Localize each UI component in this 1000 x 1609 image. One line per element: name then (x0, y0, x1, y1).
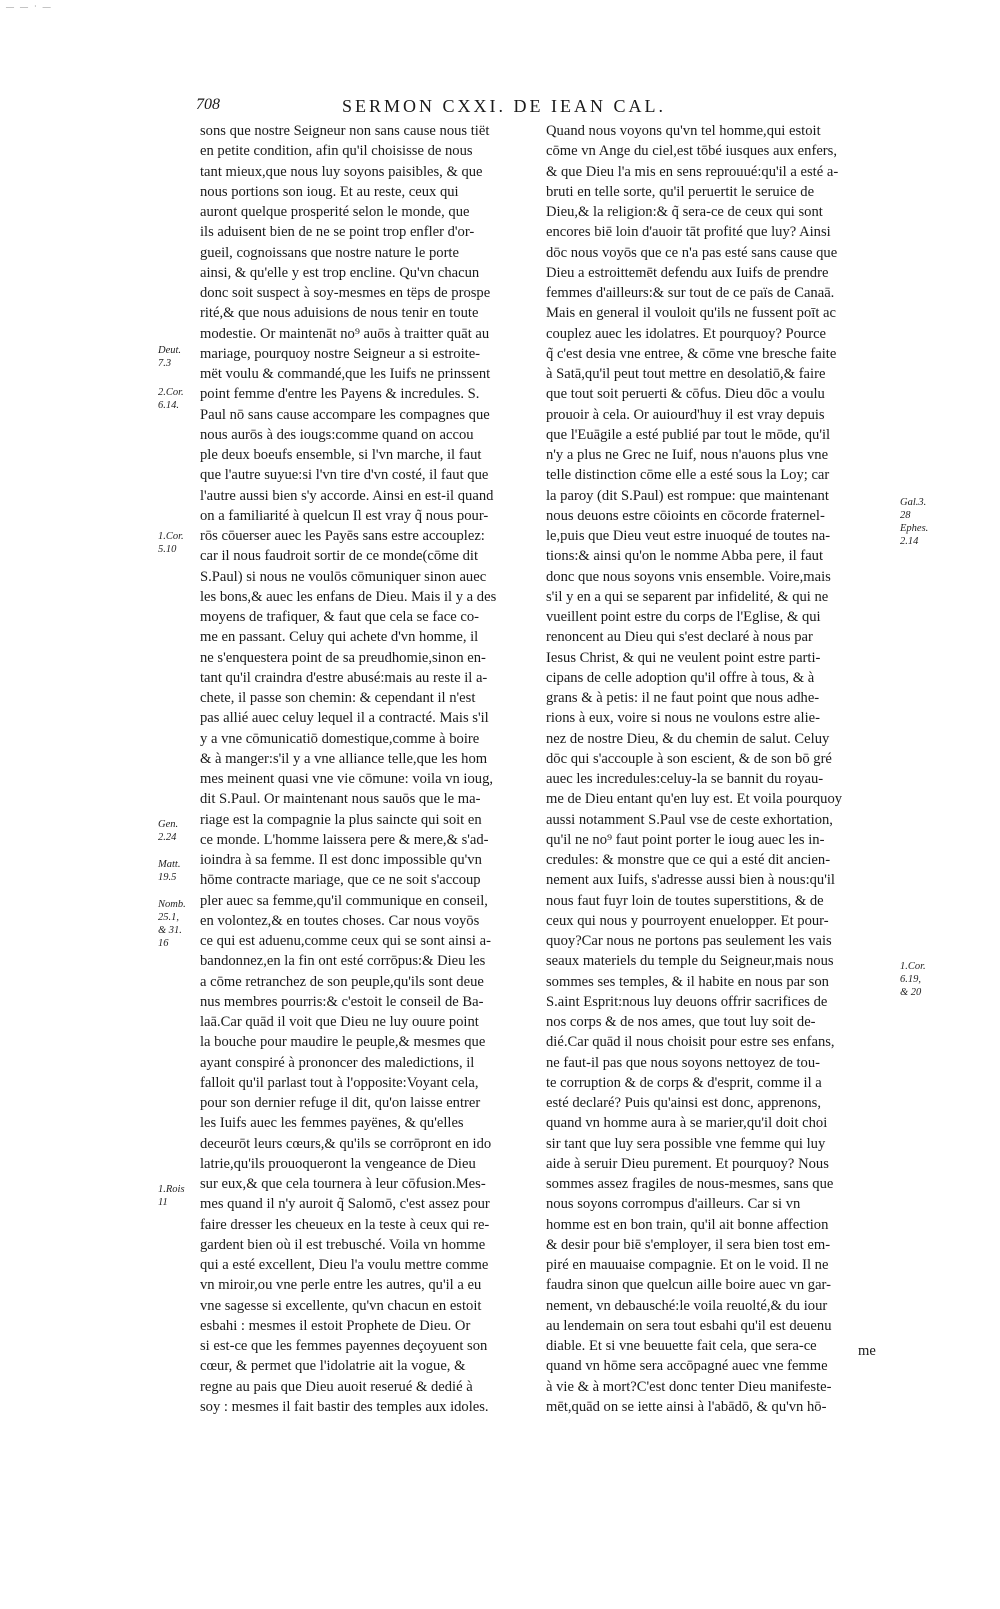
text-line: nez de nostre Dieu, & du chemin de salut. Celuy (546, 730, 830, 747)
text-line: & desir pour biē s'employer, il sera bien tost em- (546, 1236, 831, 1253)
text-line: vne sagesse si excellente, qu'vn chacun en estoit (200, 1297, 482, 1314)
text-line: ne faut-il pas que nous soyons nettoyez de tou- (546, 1054, 820, 1071)
margin-note-line: Nomb. (158, 899, 186, 910)
text-line: les bons,& auec les enfans de Dieu. Mais il y a des (200, 588, 497, 605)
margin-note-line: Matt. (158, 859, 181, 870)
margin-note-line: Deut. (158, 345, 182, 356)
text-line: rions à eux, voire si nous ne voulons estre alie- (546, 710, 820, 727)
text-line: mes quand il n'y auroit q̃ Salomō, c'est assez pour (200, 1196, 490, 1213)
text-line: nous deuons estre cōioints en cōcorde fraternel- (546, 507, 825, 524)
text-line: cōme vn Ange du ciel,est tōbé iusques aux enfers, (546, 143, 837, 160)
text-line: en petite condition, afin qu'il choisisse de nous (200, 143, 473, 160)
text-line: homme est en bon train, qu'il ait bonne affection (546, 1216, 829, 1233)
margin-note-1cor-right (900, 960, 926, 999)
margin-note-line: Gen. (158, 819, 179, 830)
text-line: faire dresser les cheueux en la teste à ceux qui re- (200, 1216, 490, 1233)
text-line: gardent bien où il est trebusché. Voila vn homme (200, 1236, 486, 1253)
text-line: aussi notamment S.Paul vse de ceste exhortation, (546, 811, 833, 828)
text-line: ce qui est aduenu,comme ceux qui se sont ainsi a- (200, 933, 491, 949)
text-line: pler auec sa femme,qu'il communique en conseil, (200, 892, 488, 909)
text-line: le,puis que Dieu veut estre inuoqué de toutes na- (546, 528, 831, 544)
margin-note-line: 2.14 (900, 536, 919, 547)
text-line: tions:& ainsi qu'on le nomme Abba pere, il faut (546, 548, 824, 565)
text-line: moyens de trafiquer, & faut que cela se face co- (200, 609, 479, 625)
text-line: S.Paul) si nous ne voulōs cōmuniquer sinon auec (200, 568, 487, 585)
text-line: s'il y en a qui se separent par infidelité, & qui ne (546, 588, 829, 605)
text-line: bruti en telle sorte, qu'il peruertit le seruice de (546, 183, 815, 200)
text-line: nus membres pourris:& c'estoit le conseil de Ba- (200, 993, 484, 1010)
margin-note-line: 6.14. (158, 400, 179, 411)
text-line: esbahi : mesmes il estoit Prophete de Dieu. Or (200, 1317, 471, 1334)
text-line: la bouche pour maudire le peuple,& mesmes que (200, 1034, 486, 1051)
running-title: SERMON CXXI. DE IEAN CAL. (342, 96, 666, 116)
margin-note-line: 2.Cor. (158, 387, 184, 398)
text-line: quand vn homme aura à se marier,qu'il doit choi (546, 1115, 828, 1132)
text-line: ne s'enquestera point de sa preudhomie,sinon en- (200, 649, 486, 666)
text-line: ce monde. L'homme laissera pere & mere,& s'ad- (200, 831, 489, 848)
margin-note-gen (158, 818, 178, 844)
margin-note-gal (900, 496, 928, 548)
text-line: sur eux,& que cela tournera à leur cōfusion.Mes- (200, 1176, 486, 1192)
text-line: nous soyons corrompus d'ailleurs. Car si vn (546, 1196, 801, 1213)
text-line: & à manger:s'il y a vne alliance telle,que les hom (200, 750, 488, 767)
text-line: ceux qui nous y pourroyent enuelopper. Et pour- (546, 912, 829, 929)
text-line: la paroy (dit S.Paul) est rompue: que maintenant (546, 487, 829, 504)
text-line: Iesus Christ, & qui ne veulent point estre parti- (546, 649, 821, 666)
text-line: ayant conspiré à prononcer des maledictions, il (200, 1054, 475, 1071)
text-line: pour son dernier refuge il dit, qu'on laisse entrer (200, 1095, 481, 1111)
margin-note-line: & 20 (900, 987, 922, 998)
text-line: renoncent au Dieu qui s'est declaré à nous par (546, 629, 813, 646)
text-line: vueillent point estre du corps de l'Eglise, & qui (546, 609, 821, 625)
margin-note-1cor (158, 530, 184, 556)
text-line: quand vn hōme sera accōpagné auec vne femme (546, 1358, 828, 1375)
text-line: telle distinction cōme elle a esté sous la Loy; car (546, 467, 830, 484)
margin-note-2cor (158, 386, 184, 412)
text-line: dié.Car quād il nous choisit pour estre ses enfans, (546, 1034, 835, 1051)
text-line: prouoir à cela. Or auiourd'huy il est vray depuis (546, 406, 825, 423)
text-line: esté declaré? Puis qu'ainsi est donc, apprenons, (546, 1095, 821, 1111)
text-line: soy : mesmes il fait bastir des temples aux idoles. (200, 1398, 489, 1415)
text-line: nement, vn debausché:le voila reuolté,& du iour (546, 1297, 828, 1314)
text-line: nous aurōs à des iougs:comme quand on accou (200, 426, 474, 443)
margin-note-line: 7.3 (158, 358, 172, 369)
text-line: donc soit suspect à soy-mesmes en tëps de prospe (200, 285, 491, 301)
left-text-column (200, 121, 536, 1417)
text-line: Dieu a estroittemēt defendu aux Iuifs de prendre (546, 264, 829, 281)
text-line: sommes ses temples, & il habite en nous par son (546, 973, 829, 990)
margin-note-deut (158, 344, 181, 370)
text-line: couplez auec les idolatres. Et pourquoy? Pource (546, 325, 827, 342)
text-line: femmes d'ailleurs:& sur tout de ce païs de Canaā. (546, 285, 835, 301)
text-line: Dieu,& la religion:& q̃ sera-ce de ceux qui sont (546, 204, 823, 220)
text-line: en volontez,& en toutes choses. Car nous voyōs (200, 912, 480, 929)
margin-note-line: 6.19, (900, 974, 921, 985)
text-line: riage est la compagnie la plus saincte qui soit en (200, 811, 482, 828)
text-line: sommes assez fragiles de nous-mesmes, sans que (546, 1176, 834, 1192)
text-line: dōc qui s'accouple à son escient, & de son bō gré (546, 750, 832, 767)
margin-note-line: Gal.3. (900, 497, 927, 508)
text-line: & que Dieu l'a mis en sens reprouué:qu'il a esté a- (546, 163, 839, 180)
margin-note-line: 11 (158, 1197, 168, 1208)
text-line: n'y a plus ne Grec ne Iuif, nous n'auons plus vne (546, 447, 829, 463)
margin-note-matt (158, 858, 180, 884)
text-line: que l'autre suyue:si l'vn tire d'vn costé, il faut que (200, 467, 489, 484)
text-line: me de Dieu entant qu'en luy est. Et voila pourquoy (546, 791, 843, 808)
text-line: piré en mauuaise compagnie. Et on le void. Il ne (546, 1257, 829, 1273)
text-line: l'autre aussi bien s'y accorde. Ainsi en est-il quand (200, 487, 494, 504)
margin-note-line: 28 (900, 510, 911, 521)
catchword: me (858, 1343, 876, 1359)
margin-note-line: 2.24 (158, 832, 177, 843)
text-line: nement aux Iuifs, s'adresse aussi bien à nous:qu'il (546, 872, 835, 889)
page-number: 708 (196, 96, 220, 113)
text-line: me en passant. Celuy qui achete d'vn homme, il (200, 629, 479, 646)
text-line: dit S.Paul. Or maintenant nous sauōs que le ma- (200, 791, 481, 808)
text-line: point femme d'entre les Payens & incredules. S. (200, 386, 480, 403)
text-line: S.aint Esprit:nous luy deuons offrir sacrifices de (546, 993, 828, 1010)
text-line: vn miroir,ou vne perle entre les autres, qu'il a eu (200, 1277, 482, 1294)
corner-mark: — — · — (6, 2, 53, 11)
text-line: credules: & monstre que ce qui a esté dit ancien- (546, 852, 831, 868)
text-line: à Satā,qu'il peut tout mettre en desolatiō,& faire (546, 366, 826, 382)
text-line: ils aduisent bien de ne se point trop enfler d'or- (200, 224, 475, 241)
text-line: ioindra à sa femme. Il est donc impossible qu'vn (200, 852, 482, 868)
margin-note-line: 25.1, (158, 912, 179, 923)
text-line: regne au pais que Dieu auoit reserué & dedié à (200, 1378, 473, 1395)
text-line: ple deux boeufs ensemble, si l'vn marche, il faut (200, 447, 482, 463)
text-line: rité,& que nous aduisions de nous tenir en toute (200, 305, 479, 322)
text-line: bandonnez,en la fin ont esté corrōpus:& Dieu les (200, 953, 486, 970)
text-line: falloit qu'il parlast tout à l'opposite:Voyant cela, (200, 1074, 479, 1091)
text-line: diable. Et si vne beuuette fait cela, que sera-ce (546, 1338, 817, 1354)
margin-note-line: 1.Cor. (158, 531, 184, 542)
margin-note-line: 16 (158, 938, 169, 949)
text-line: cœur, & permet que l'idolatrie ait la vogue, & (200, 1358, 466, 1375)
text-line: Mais en general il vouloit qu'ils ne fussent poīt ac (546, 305, 836, 322)
text-line: aide à seruir Dieu purement. Et pourquoy? Nous (546, 1155, 829, 1172)
text-line: dōc nous voyōs que ce n'a pas esté sans cause que (546, 244, 838, 261)
text-line: à vie & à mort?C'est donc tenter Dieu manifeste- (546, 1378, 832, 1395)
text-line: chete, il passe son chemin: & cependant il n'est (200, 690, 476, 706)
text-line: rōs cōuerser auec les Payēs sans estre accouplez: (200, 528, 485, 544)
text-line: seaux materiels du temple du Seigneur,mais nous (546, 953, 834, 970)
text-line: modestie. Or maintenāt no⁹ auōs à traitter quāt au (200, 325, 490, 342)
margin-note-nomb (158, 898, 186, 950)
text-line: si est-ce que les femmes payennes deçoyuent son (200, 1338, 488, 1354)
margin-note-line: & 31. (158, 925, 182, 936)
text-line: latrie,qu'ils prouoqueront la vengeance de Dieu (200, 1155, 476, 1172)
text-line: sir tant que luy sera possible vne femme qui luy (546, 1135, 826, 1152)
text-line: pas allié auec celuy lequel il a contracté. Mais s'il (200, 710, 489, 727)
text-line: quoy?Car nous ne portons pas seulement les vais (546, 933, 832, 949)
text-line: mes meinent quasi vne vie cōmune: voila vn ioug, (200, 771, 494, 787)
text-line: car il nous faudroit sortir de ce monde(cōme dit (200, 548, 479, 565)
text-line: que l'Euāgile a esté publié par tout le mōde, qu'il (546, 426, 831, 443)
text-line: q̃ c'est desia vne entree, & cōme vne bresche faite (546, 345, 837, 362)
text-line: au lendemain on sera tout esbahi qu'il est deuenu (546, 1317, 832, 1334)
text-line: mariage, pourquoy nostre Seigneur a si estroite- (200, 345, 481, 362)
text-line: sons que nostre Seigneur non sans cause nous tiët (200, 123, 490, 139)
text-line: les Iuifs auec les femmes payënes, & qu'elles (200, 1115, 464, 1132)
text-line: faudra sinon que quelcun aille boire auec vn gar- (546, 1277, 831, 1294)
margin-note-1rois (158, 1183, 185, 1209)
text-line: nos corps & de nos ames, que tout luy soit de- (546, 1014, 816, 1030)
text-line: auec les incredules:celuy-la se bannit du royau- (546, 771, 824, 787)
text-line: Quand nous voyons qu'vn tel homme,qui estoit (546, 123, 821, 139)
margin-note-line: 1.Cor. (900, 961, 926, 972)
text-line: te corruption & de corps & d'esprit, comme il a (546, 1074, 822, 1091)
margin-note-line: 5.10 (158, 544, 177, 555)
text-line: nous faut fuyr loin de toutes superstitions, & de (546, 892, 824, 909)
text-line: nous portions son ioug. Et au reste, ceux qui (200, 183, 459, 200)
text-line: mēt,quād on se iette ainsi à l'abādō, & qu'vn hō- (546, 1398, 827, 1415)
text-line: cipans de celle adoption qu'il offre à tous, & à (546, 669, 815, 686)
right-text-column (546, 121, 894, 1417)
text-line: tant qu'il craindra d'estre abusé:mais au reste il a- (200, 669, 488, 686)
text-line: ainsi, & qu'elle y est trop encline. Qu'vn chacun (200, 264, 480, 281)
text-line: que tout soit peruerti & cōfus. Dieu dōc a voulu (546, 386, 825, 403)
text-line: qu'il ne no⁹ faut point porter le ioug auec les in- (546, 831, 825, 848)
page-header (196, 96, 936, 124)
margin-note-line: 19.5 (158, 872, 177, 883)
text-line: encores biē loin d'auoir tāt profité que luy? Ainsi (546, 224, 831, 241)
text-line: deceurōt leurs cœurs,& qu'ils se corrōpront en ido (200, 1135, 492, 1152)
text-line: mët voulu & commandé,que les Iuifs ne prinssent (200, 366, 491, 382)
text-line: gueil, cognoissans que nostre nature le porte (200, 244, 459, 261)
text-line: donc que nous soyons vnis ensemble. Voire,mais (546, 568, 831, 585)
text-line: on a familiarité à quelcun Il est vray q̃ nous pour- (200, 507, 489, 524)
text-line: hōme contracte mariage, que ce ne soit s'accoup (200, 872, 481, 889)
text-line: tant mieux,que nous luy soyons paisibles, & que (200, 163, 483, 180)
text-line: a cōme retranchez de son peuple,qu'ils sont deue (200, 973, 484, 990)
margin-note-line: 1.Rois (158, 1184, 185, 1195)
text-line: auront quelque prosperité selon le monde, que (200, 204, 470, 220)
text-line: grans & à petis: il ne faut point que nous adhe- (546, 690, 820, 706)
text-line: laā.Car quād il voit que Dieu ne luy ouure point (200, 1014, 479, 1030)
text-line: qui a esté excellent, Dieu l'a voulu mettre comme (200, 1257, 489, 1273)
text-line: Paul nō sans cause accompare les compagnes que (200, 406, 490, 423)
text-line: y a vne cōmunicatiō domestique,comme à boire (200, 730, 480, 747)
margin-note-line: Ephes. (900, 523, 929, 534)
